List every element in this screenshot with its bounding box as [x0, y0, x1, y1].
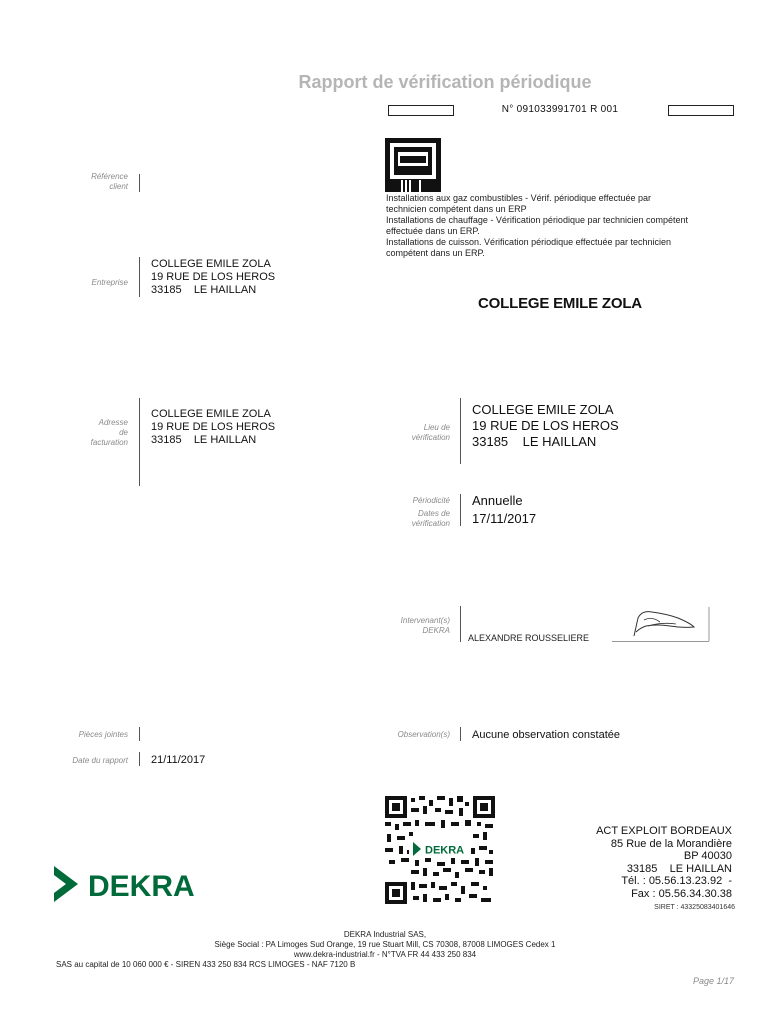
lieu-label: Lieu de vérification: [411, 423, 450, 442]
periodicite-label: Périodicité: [412, 496, 450, 505]
observations-label: Observation(s): [397, 730, 450, 739]
qr-code-icon: [385, 796, 495, 904]
site-name: COLLEGE EMILE ZOLA: [478, 295, 642, 312]
entreprise-label: Entreprise: [91, 278, 128, 287]
header-box-right: [668, 105, 734, 116]
svg-text:DEKRA: DEKRA: [425, 844, 465, 857]
signature-image: [612, 606, 710, 642]
divider: [139, 398, 140, 486]
certification-mark-icon: [385, 138, 441, 192]
report-number: N° 091033991701 R 001: [501, 104, 619, 115]
dekra-logo: [52, 864, 212, 908]
divider: [460, 606, 461, 642]
report-title: Rapport de vérification périodique: [298, 72, 592, 92]
facturation-address: COLLEGE EMILE ZOLA 19 RUE DE LOS HEROS 33185 LE HAILLAN: [151, 408, 276, 446]
date-rapport-label: Date du rapport: [72, 756, 128, 765]
footer-capital: SAS au capital de 10 060 000 € - SIREN 433 250 834 RCS LIMOGES - NAF 7120 B: [56, 960, 356, 969]
inspection-description: Installations aux gaz combustibles - Vérif. périodique effectuée par technicien compétent dans un ERP Installations de chauffage - Vérification périodique par technicien compétent effectuée dans un ERP. Installations de cuisson. Vérification périodique effectuée par technicien compétent dans un ERP.: [386, 193, 689, 258]
reference-client-label: Référence client: [91, 172, 128, 191]
periodicite-value: Annuelle: [472, 493, 523, 508]
divider: [139, 727, 140, 741]
facturation-label: Adresse de facturation: [90, 418, 128, 447]
svg-text:DEKRA: DEKRA: [88, 870, 195, 903]
siret: SIRET : 43325083401646: [654, 904, 735, 911]
header-box-left: [388, 105, 454, 116]
date-verification-value: 17/11/2017: [472, 511, 537, 526]
date-rapport-value: 21/11/2017: [151, 754, 206, 766]
divider: [460, 494, 461, 526]
observation-value: Aucune observation constatée: [472, 729, 620, 741]
intervenant-name: ALEXANDRE ROUSSELIERE: [468, 633, 590, 643]
pieces-jointes-label: Pièces jointes: [78, 730, 128, 739]
entreprise-address: COLLEGE EMILE ZOLA 19 RUE DE LOS HEROS 33185 LE HAILLAN: [151, 258, 276, 296]
divider: [139, 752, 140, 766]
footer-company: DEKRA Industrial SAS, Siège Social : PA Limoges Sud Orange, 19 rue Stuart Mill, CS 70308, 87008 LIMOGES Cedex 1 www.dekra-industrial.fr - N°TVA FR 44 433 250 834: [214, 930, 556, 959]
divider: [139, 174, 140, 192]
intervenants-label: Intervenant(s) DEKRA: [400, 616, 450, 635]
page-number: Page 1/17: [692, 976, 734, 986]
dates-label: Dates de vérification: [411, 509, 450, 528]
agency-address: ACT EXPLOIT BORDEAUX 85 Rue de la Morandière BP 40030 33185 LE HAILLAN Tél. : 05.56.13.23.92 - Fax : 05.56.34.30.38: [596, 825, 732, 900]
divider: [460, 727, 461, 741]
divider: [139, 257, 140, 297]
divider: [460, 398, 461, 464]
lieu-address: COLLEGE EMILE ZOLA 19 RUE DE LOS HEROS 33185 LE HAILLAN: [472, 402, 619, 449]
